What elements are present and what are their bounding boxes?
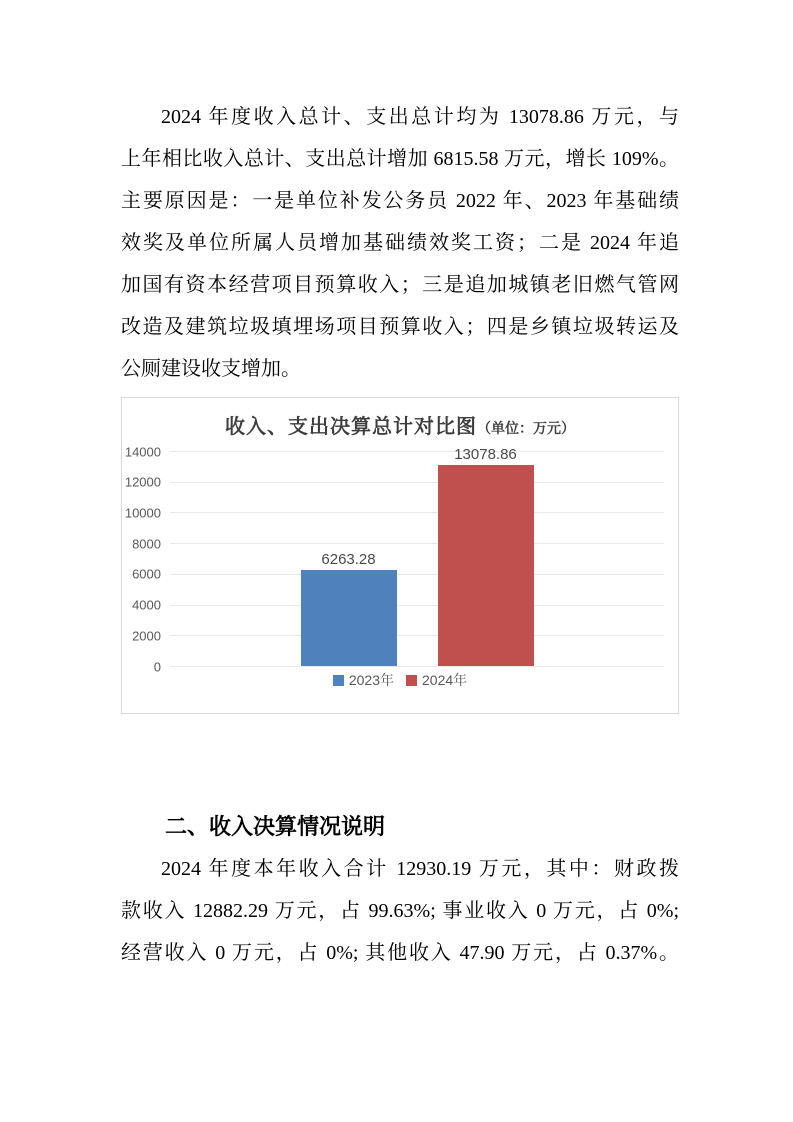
chart-plot	[124, 444, 664, 674]
section2-line: 经营收入 0 万元，占 0%; 其他收入 47.90 万元，占 0.37%。	[121, 942, 679, 964]
y-axis-tick-label: 12000	[124, 474, 161, 490]
y-axis-tick-label: 10000	[124, 505, 161, 521]
y-axis-tick-label: 2000	[132, 628, 161, 644]
chart-bars	[170, 446, 664, 666]
y-axis-tick-label: 8000	[132, 536, 161, 552]
y-axis-tick-label: 6000	[132, 566, 161, 582]
legend-label: 2023年	[348, 672, 394, 688]
section2-line: 2024 年度本年收入合计 12930.19 万元，其中：财政拨	[161, 858, 679, 880]
y-axis-tick-label: 4000	[132, 597, 161, 613]
intro-line: 改造及建筑垃圾填埋场项目预算收入；四是乡镇垃圾转运及	[121, 316, 679, 338]
intro-line: 加国有资本经营项目预算收入；三是追加城镇老旧燃气管网	[121, 274, 679, 296]
y-axis-tick-label: 14000	[124, 444, 161, 459]
legend-swatch	[333, 675, 344, 686]
bar-value-label: 13078.86	[454, 446, 517, 464]
chart-title-text: 收入、支出决算总计对比图	[225, 416, 477, 438]
section2-heading: 二、收入决算情况说明	[165, 814, 386, 839]
bar-2023年	[301, 550, 397, 666]
legend-item	[333, 670, 394, 690]
intro-line: 主要原因是：一是单位补发公务员 2022 年、2023 年基础绩	[121, 190, 679, 212]
intro-paragraph	[121, 96, 679, 390]
intro-line: 公厕建设收支增加。	[121, 358, 301, 380]
gridline	[153, 659, 664, 674]
bar-value-label: 6263.28	[321, 550, 376, 568]
chart-legend	[122, 670, 678, 690]
y-axis-tick-label: 0	[153, 659, 161, 674]
legend-label: 2024年	[422, 672, 468, 688]
bar-2024年	[438, 446, 534, 666]
legend-item	[406, 670, 467, 690]
section2-line: 款收入 12882.29 万元，占 99.63%; 事业收入 0 万元，占 0%;	[121, 900, 679, 922]
intro-line: 上年相比收入总计、支出总计增加 6815.58 万元，增长 109%。	[121, 148, 679, 170]
chart-unit-label: （单位：万元）	[477, 422, 575, 437]
comparison-bar-chart	[121, 397, 679, 714]
section2-paragraph	[121, 848, 679, 974]
chart-title	[122, 410, 678, 439]
intro-line: 效奖及单位所属人员增加基础绩效奖工资；二是 2024 年追	[121, 232, 679, 254]
intro-line: 2024 年度收入总计、支出总计均为 13078.86 万元，与	[161, 106, 679, 128]
legend-swatch	[406, 675, 417, 686]
